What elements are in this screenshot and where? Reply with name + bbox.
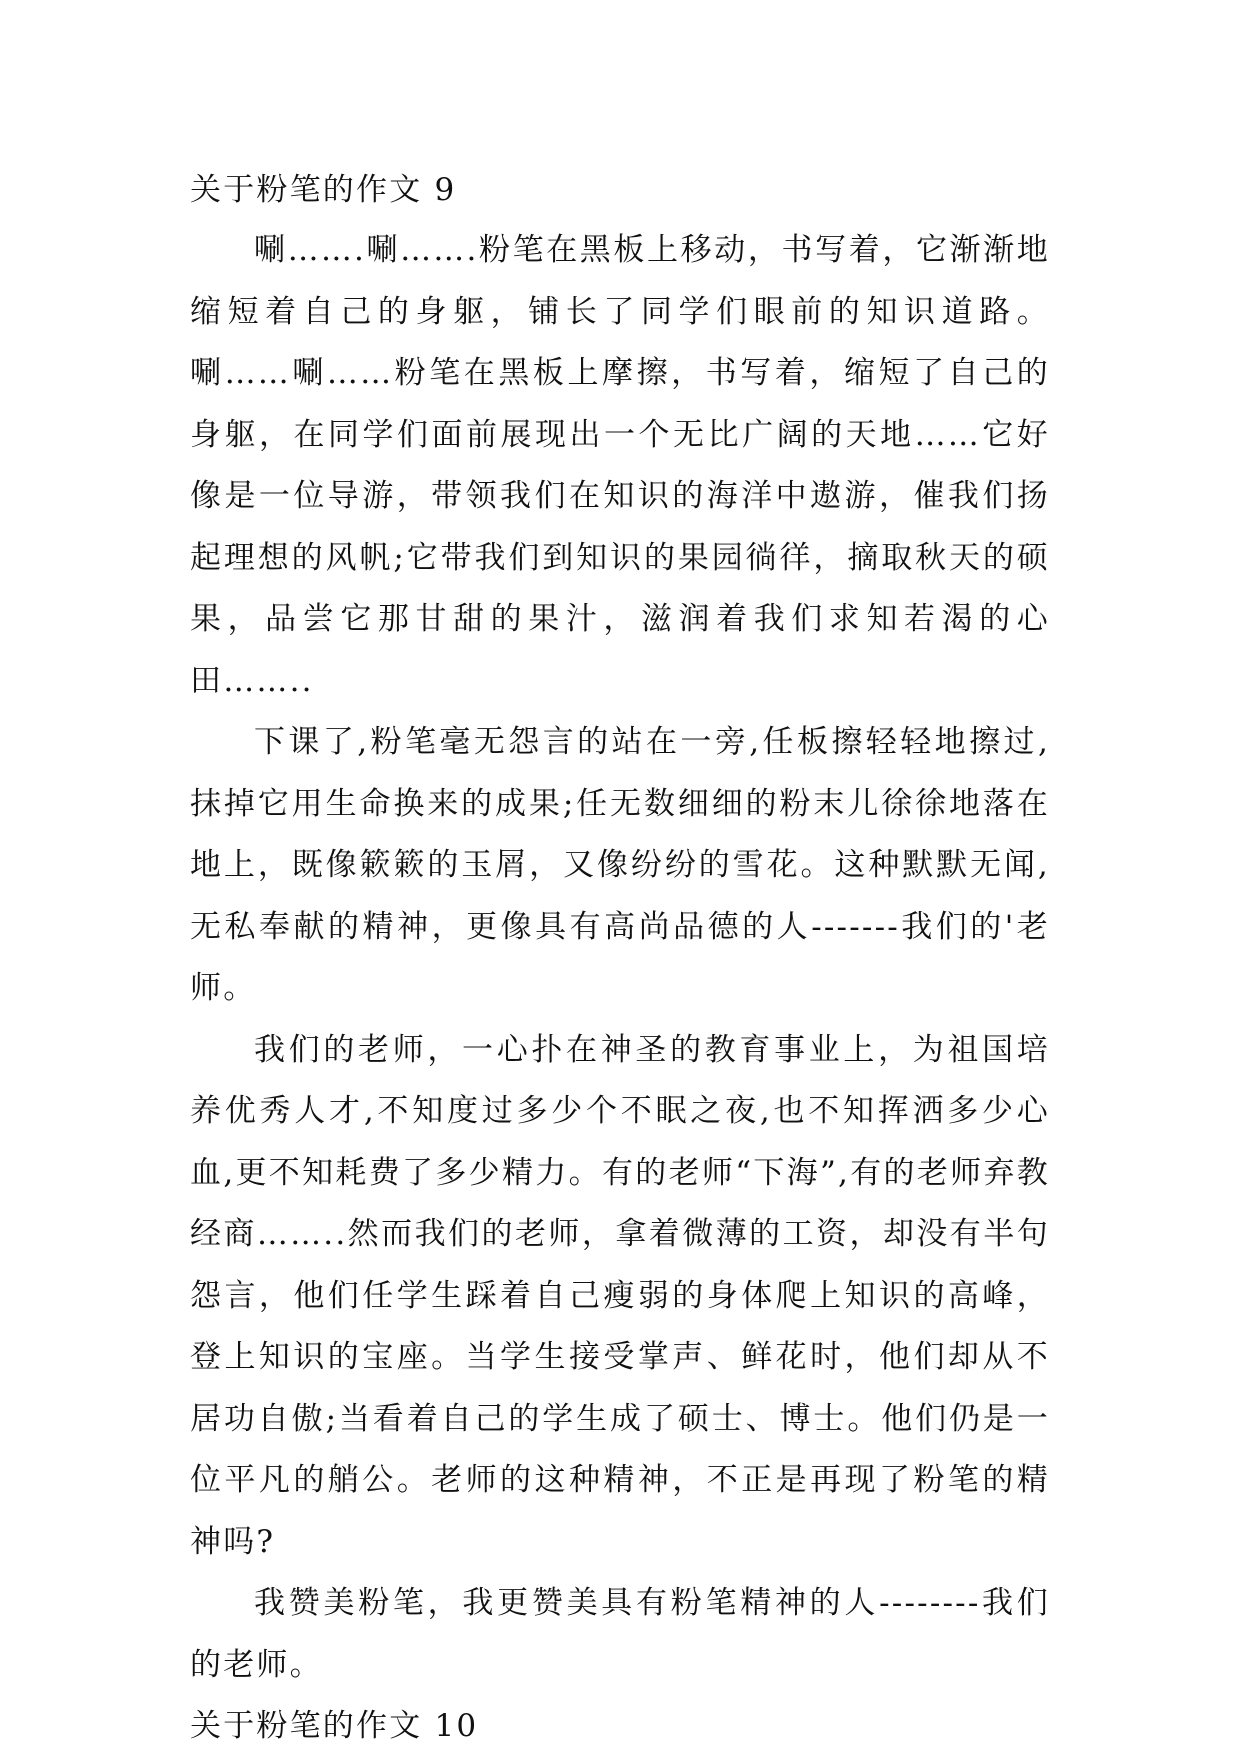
paragraph-2: 下课了,粉笔毫无怨言的站在一旁,任板擦轻轻地擦过,抹掉它用生命换来的成果;任无数细细的粉末儿徐徐地落在地上，既像簌簌的玉屑，又像纷纷的雪花。这种默默无闻,无私奉献的精神，更像具有高尚品德的人-------我们的'老师。 xyxy=(190,724,1050,1006)
paragraph-1: 唰…….唰…….粉笔在黑板上移动，书写着，它渐渐地缩短着自己的身躯，铺长了同学们眼前的知识道路。唰……唰……粉笔在黑板上摩擦，书写着，缩短了自己的身躯，在同学们面前展现出一个无比广阔的天地……它好像是一位导游，带领我们在知识的海洋中遨游，催我们扬起理想的风帆;它带我们到知识的果园徜徉，摘取秋天的硕果，品尝它那甘甜的果汁，滋润着我们求知若渴的心田…….. xyxy=(190,232,1050,699)
paragraph-3: 我们的老师，一心扑在神圣的教育事业上，为祖国培养优秀人才,不知度过多少个不眠之夜,也不知挥洒多少心血,更不知耗费了多少精力。有的老师“下海”,有的老师弃教经商……..然而我们的老师，拿着微薄的工资，却没有半句怨言，他们任学生踩着自己瘦弱的身体爬上知识的高峰，登上知识的宝座。当学生接受掌声、鲜花时，他们却从不居功自傲;当看着自己的学生成了硕士、博士。他们仍是一位平凡的艄公。老师的这种精神，不正是再现了粉笔的精神吗? xyxy=(190,1031,1050,1560)
essay-heading-9: 关于粉笔的作文 9 xyxy=(190,172,457,208)
paragraph-4: 我赞美粉笔，我更赞美具有粉笔精神的人--------我们的老师。 xyxy=(190,1585,1050,1683)
document-page xyxy=(190,160,1050,1756)
essay-heading-10: 关于粉笔的作文 10 xyxy=(190,1708,479,1744)
